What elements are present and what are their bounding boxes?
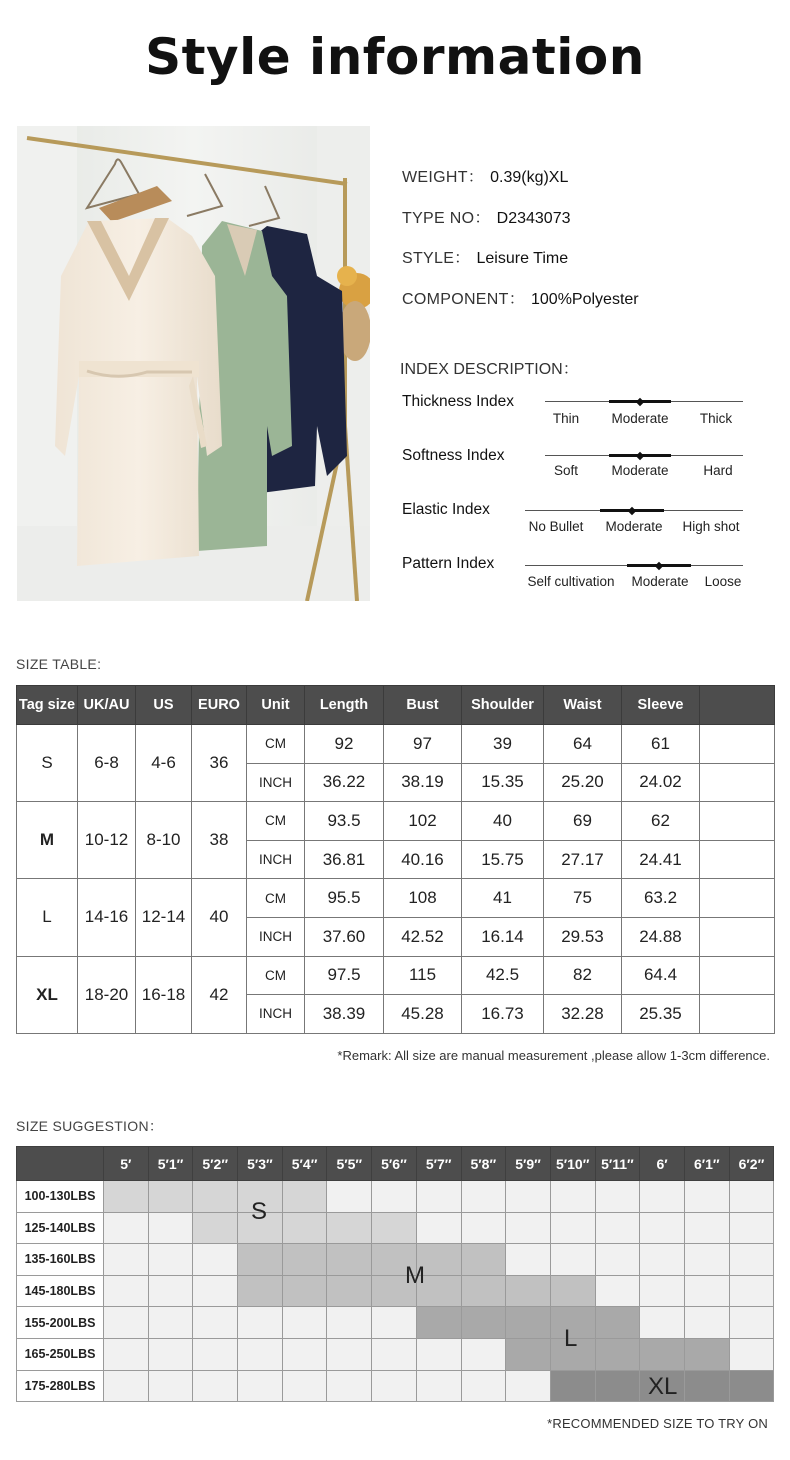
size-cell-l [461, 1307, 506, 1339]
size-letter-s: S [251, 1198, 268, 1225]
empty-cell [700, 763, 775, 802]
weight-label: 135-160LBS [17, 1244, 104, 1276]
header-height: 5′5″ [327, 1147, 372, 1181]
component-info [402, 286, 639, 309]
size-cell-l [640, 1338, 685, 1370]
size-cell-xl [684, 1370, 729, 1402]
shoulder-cell: 16.73 [462, 995, 544, 1034]
empty-cell [700, 879, 775, 918]
size-cell-m [238, 1275, 283, 1307]
type-label: TYPE NO： [402, 210, 491, 227]
size-cell [193, 1275, 238, 1307]
shoulder-cell: 15.75 [462, 840, 544, 879]
size-cell [104, 1338, 149, 1370]
header-uk-au: UK/AU [78, 686, 136, 725]
table-row [17, 1212, 774, 1244]
elastic-option-moderate: Moderate [605, 519, 663, 534]
size-cell [327, 1338, 372, 1370]
euro-cell: 38 [192, 802, 247, 879]
style-value: Leisure Time [476, 250, 569, 267]
bust-cell: 115 [384, 956, 462, 995]
header-height: 5′7″ [416, 1147, 461, 1181]
table-row [17, 1244, 774, 1276]
index-heading: INDEX DESCRIPTION： [400, 361, 579, 378]
size-cell [506, 1181, 551, 1213]
elastic-index-label: Elastic Index [402, 501, 490, 518]
pattern-option-loose: Loose [704, 574, 742, 589]
product-photo [17, 126, 370, 601]
size-cell [416, 1212, 461, 1244]
size-cell [238, 1370, 283, 1402]
unit-cell: INCH [247, 995, 305, 1034]
size-cell [595, 1212, 640, 1244]
size-cell-m [461, 1244, 506, 1276]
length-cell: 36.81 [305, 840, 384, 879]
elastic-option-no-bullet: No Bullet [528, 519, 584, 534]
table-row [17, 1338, 774, 1370]
unit-cell: CM [247, 802, 305, 841]
header-height: 5′6″ [372, 1147, 417, 1181]
size-remark: *Remark: All size are manual measurement ,please allow 1-3cm difference. [337, 1048, 770, 1063]
size-cell-l [595, 1338, 640, 1370]
size-cell [416, 1370, 461, 1402]
header-weight [17, 1147, 104, 1181]
length-cell: 37.60 [305, 917, 384, 956]
bust-cell: 108 [384, 879, 462, 918]
size-cell-l [595, 1307, 640, 1339]
size-cell [729, 1244, 774, 1276]
size-cell [550, 1212, 595, 1244]
waist-cell: 69 [544, 802, 622, 841]
size-cell-s [372, 1212, 417, 1244]
size-cell [550, 1244, 595, 1276]
size-table [16, 685, 775, 1034]
page-title: Style information [145, 28, 645, 86]
size-suggestion-footnote: *RECOMMENDED SIZE TO TRY ON [547, 1416, 768, 1431]
waist-cell: 25.20 [544, 763, 622, 802]
size-cell [372, 1307, 417, 1339]
size-cell [327, 1181, 372, 1213]
sleeve-cell: 63.2 [622, 879, 700, 918]
size-suggestion-label: SIZE SUGGESTION： [16, 1118, 164, 1134]
size-cell-l [506, 1338, 551, 1370]
size-cell-m [461, 1275, 506, 1307]
tag-size-cell: S [17, 725, 78, 802]
size-cell [461, 1370, 506, 1402]
thickness-option-thin: Thin [552, 411, 580, 426]
weight-value: 0.39(kg)XL [490, 169, 569, 186]
weight-label: 165-250LBS [17, 1338, 104, 1370]
tag-size-cell: L [17, 879, 78, 956]
size-cell [640, 1307, 685, 1339]
size-cell-m [282, 1275, 327, 1307]
us-cell: 4-6 [136, 725, 192, 802]
type-info [402, 205, 570, 228]
table-row [17, 802, 775, 841]
thickness-index-label: Thickness Index [402, 393, 514, 410]
size-cell-l [684, 1338, 729, 1370]
size-cell-l [416, 1307, 461, 1339]
bust-cell: 102 [384, 802, 462, 841]
size-cell-m [327, 1275, 372, 1307]
bust-cell: 97 [384, 725, 462, 764]
empty-cell [700, 956, 775, 995]
header-height: 5′ [104, 1147, 149, 1181]
size-cell [640, 1181, 685, 1213]
us-cell: 12-14 [136, 879, 192, 956]
us-cell: 16-18 [136, 956, 192, 1033]
size-cell [506, 1244, 551, 1276]
header-empty [700, 686, 775, 725]
size-cell [684, 1244, 729, 1276]
size-cell-s [327, 1212, 372, 1244]
size-cell-xl [550, 1370, 595, 1402]
size-cell [684, 1212, 729, 1244]
size-cell-m [506, 1275, 551, 1307]
size-letter-xl: XL [648, 1373, 678, 1400]
size-cell [372, 1338, 417, 1370]
uk-au-cell: 6-8 [78, 725, 136, 802]
size-cell [193, 1244, 238, 1276]
size-cell-s [104, 1181, 149, 1213]
header-height: 5′4″ [282, 1147, 327, 1181]
size-cell [729, 1212, 774, 1244]
length-cell: 38.39 [305, 995, 384, 1034]
size-cell [148, 1244, 193, 1276]
header-height: 5′9″ [506, 1147, 551, 1181]
header-unit: Unit [247, 686, 305, 725]
header-height: 5′1″ [148, 1147, 193, 1181]
size-cell [104, 1244, 149, 1276]
size-cell [282, 1338, 327, 1370]
softness-index-label: Softness Index [402, 447, 505, 464]
size-cell-s [282, 1181, 327, 1213]
tag-size-cell: XL [17, 956, 78, 1033]
size-cell-s [282, 1212, 327, 1244]
size-cell [595, 1275, 640, 1307]
weight-info [402, 164, 568, 187]
size-cell [148, 1275, 193, 1307]
unit-cell: CM [247, 725, 305, 764]
size-cell-s [148, 1181, 193, 1213]
waist-cell: 27.17 [544, 840, 622, 879]
size-cell-m [238, 1244, 283, 1276]
size-cell [729, 1307, 774, 1339]
table-row [17, 1275, 774, 1307]
unit-cell: CM [247, 879, 305, 918]
size-cell [416, 1338, 461, 1370]
thickness-option-thick: Thick [699, 411, 733, 426]
header-us: US [136, 686, 192, 725]
length-cell: 97.5 [305, 956, 384, 995]
length-cell: 36.22 [305, 763, 384, 802]
table-row [17, 879, 775, 918]
size-cell [550, 1181, 595, 1213]
shoulder-cell: 42.5 [462, 956, 544, 995]
size-cell [461, 1212, 506, 1244]
header-height: 6′1″ [684, 1147, 729, 1181]
euro-cell: 40 [192, 879, 247, 956]
weight-label: 145-180LBS [17, 1275, 104, 1307]
softness-option-moderate: Moderate [611, 463, 669, 478]
sleeve-cell: 61 [622, 725, 700, 764]
size-cell [238, 1338, 283, 1370]
size-cell [282, 1370, 327, 1402]
size-cell [729, 1275, 774, 1307]
weight-label: 155-200LBS [17, 1307, 104, 1339]
size-cell [372, 1370, 417, 1402]
header-height: 6′ [640, 1147, 685, 1181]
size-cell [104, 1212, 149, 1244]
waist-cell: 29.53 [544, 917, 622, 956]
size-cell-l [506, 1307, 551, 1339]
size-cell [640, 1275, 685, 1307]
component-label: COMPONENT： [402, 291, 525, 308]
table-row [17, 956, 775, 995]
header-height: 5′3″ [238, 1147, 283, 1181]
tag-size-cell: M [17, 802, 78, 879]
thickness-option-moderate: Moderate [611, 411, 669, 426]
size-cell [193, 1338, 238, 1370]
unit-cell: CM [247, 956, 305, 995]
size-cell [506, 1212, 551, 1244]
header-height: 5′8″ [461, 1147, 506, 1181]
bust-cell: 42.52 [384, 917, 462, 956]
size-cell [104, 1275, 149, 1307]
size-cell [461, 1338, 506, 1370]
length-cell: 95.5 [305, 879, 384, 918]
size-cell [148, 1307, 193, 1339]
unit-cell: INCH [247, 917, 305, 956]
pattern-index-label: Pattern Index [402, 555, 495, 572]
size-cell [640, 1244, 685, 1276]
empty-cell [700, 995, 775, 1034]
header-sleeve: Sleeve [622, 686, 700, 725]
size-cell [193, 1307, 238, 1339]
size-cell [238, 1307, 283, 1339]
size-suggestion-table [16, 1146, 774, 1402]
softness-option-hard: Hard [703, 463, 733, 478]
size-cell [282, 1307, 327, 1339]
type-value: D2343073 [496, 210, 571, 227]
length-cell: 92 [305, 725, 384, 764]
header-height: 5′11″ [595, 1147, 640, 1181]
unit-cell: INCH [247, 763, 305, 802]
size-cell [104, 1370, 149, 1402]
header-waist: Waist [544, 686, 622, 725]
size-cell [193, 1370, 238, 1402]
shoulder-cell: 16.14 [462, 917, 544, 956]
table-row [17, 725, 775, 764]
header-euro: EURO [192, 686, 247, 725]
table-row [17, 1307, 774, 1339]
shoulder-cell: 15.35 [462, 763, 544, 802]
sleeve-cell: 62 [622, 802, 700, 841]
sleeve-cell: 24.02 [622, 763, 700, 802]
waist-cell: 64 [544, 725, 622, 764]
softness-option-soft: Soft [553, 463, 578, 478]
component-value: 100%Polyester [531, 291, 639, 308]
size-cell [372, 1181, 417, 1213]
waist-cell: 82 [544, 956, 622, 995]
size-cell-m [282, 1244, 327, 1276]
waist-cell: 32.28 [544, 995, 622, 1034]
header-height: 5′10″ [550, 1147, 595, 1181]
size-cell [148, 1338, 193, 1370]
empty-cell [700, 802, 775, 841]
size-cell [416, 1181, 461, 1213]
size-cell-s [193, 1212, 238, 1244]
size-cell-s [193, 1181, 238, 1213]
weight-label: 125-140LBS [17, 1212, 104, 1244]
size-cell [461, 1181, 506, 1213]
header-shoulder: Shoulder [462, 686, 544, 725]
size-suggestion-header [17, 1147, 774, 1181]
dress-rack-illustration [17, 126, 370, 601]
size-cell [684, 1275, 729, 1307]
sleeve-cell: 64.4 [622, 956, 700, 995]
pattern-option-self-cultivation: Self cultivation [527, 574, 615, 589]
size-cell [148, 1212, 193, 1244]
size-cell [595, 1181, 640, 1213]
size-cell [327, 1370, 372, 1402]
header-length: Length [305, 686, 384, 725]
style-label: STYLE： [402, 250, 471, 267]
size-cell [684, 1307, 729, 1339]
weight-label: 175-280LBS [17, 1370, 104, 1402]
size-cell [506, 1370, 551, 1402]
pattern-option-moderate: Moderate [631, 574, 689, 589]
table-row [17, 1181, 774, 1213]
size-cell [595, 1244, 640, 1276]
size-cell-xl [729, 1370, 774, 1402]
weight-label: 100-130LBS [17, 1181, 104, 1213]
weight-label: WEIGHT： [402, 169, 485, 186]
empty-cell [700, 840, 775, 879]
header-bust: Bust [384, 686, 462, 725]
shoulder-cell: 40 [462, 802, 544, 841]
sleeve-cell: 24.41 [622, 840, 700, 879]
size-table-header [17, 686, 775, 725]
size-cell-xl [595, 1370, 640, 1402]
header-tag-size: Tag size [17, 686, 78, 725]
empty-cell [700, 917, 775, 956]
size-cell [729, 1338, 774, 1370]
header-height: 5′2″ [193, 1147, 238, 1181]
size-table-label: SIZE TABLE: [16, 656, 102, 672]
us-cell: 8-10 [136, 802, 192, 879]
size-cell [327, 1307, 372, 1339]
size-cell-m [550, 1275, 595, 1307]
length-cell: 93.5 [305, 802, 384, 841]
shoulder-cell: 41 [462, 879, 544, 918]
unit-cell: INCH [247, 840, 305, 879]
style-info [402, 245, 568, 268]
euro-cell: 42 [192, 956, 247, 1033]
size-cell [148, 1370, 193, 1402]
uk-au-cell: 14-16 [78, 879, 136, 956]
size-letter-l: L [564, 1325, 578, 1352]
shoulder-cell: 39 [462, 725, 544, 764]
header-height: 6′2″ [729, 1147, 774, 1181]
size-letter-m: M [405, 1262, 425, 1289]
uk-au-cell: 18-20 [78, 956, 136, 1033]
euro-cell: 36 [192, 725, 247, 802]
sleeve-cell: 24.88 [622, 917, 700, 956]
sleeve-cell: 25.35 [622, 995, 700, 1034]
size-cell [104, 1307, 149, 1339]
elastic-option-high-shot: High shot [682, 519, 740, 534]
uk-au-cell: 10-12 [78, 802, 136, 879]
size-cell [684, 1181, 729, 1213]
bust-cell: 40.16 [384, 840, 462, 879]
size-cell [640, 1212, 685, 1244]
bust-cell: 38.19 [384, 763, 462, 802]
empty-cell [700, 725, 775, 764]
waist-cell: 75 [544, 879, 622, 918]
size-cell [729, 1181, 774, 1213]
size-cell-m [327, 1244, 372, 1276]
bust-cell: 45.28 [384, 995, 462, 1034]
